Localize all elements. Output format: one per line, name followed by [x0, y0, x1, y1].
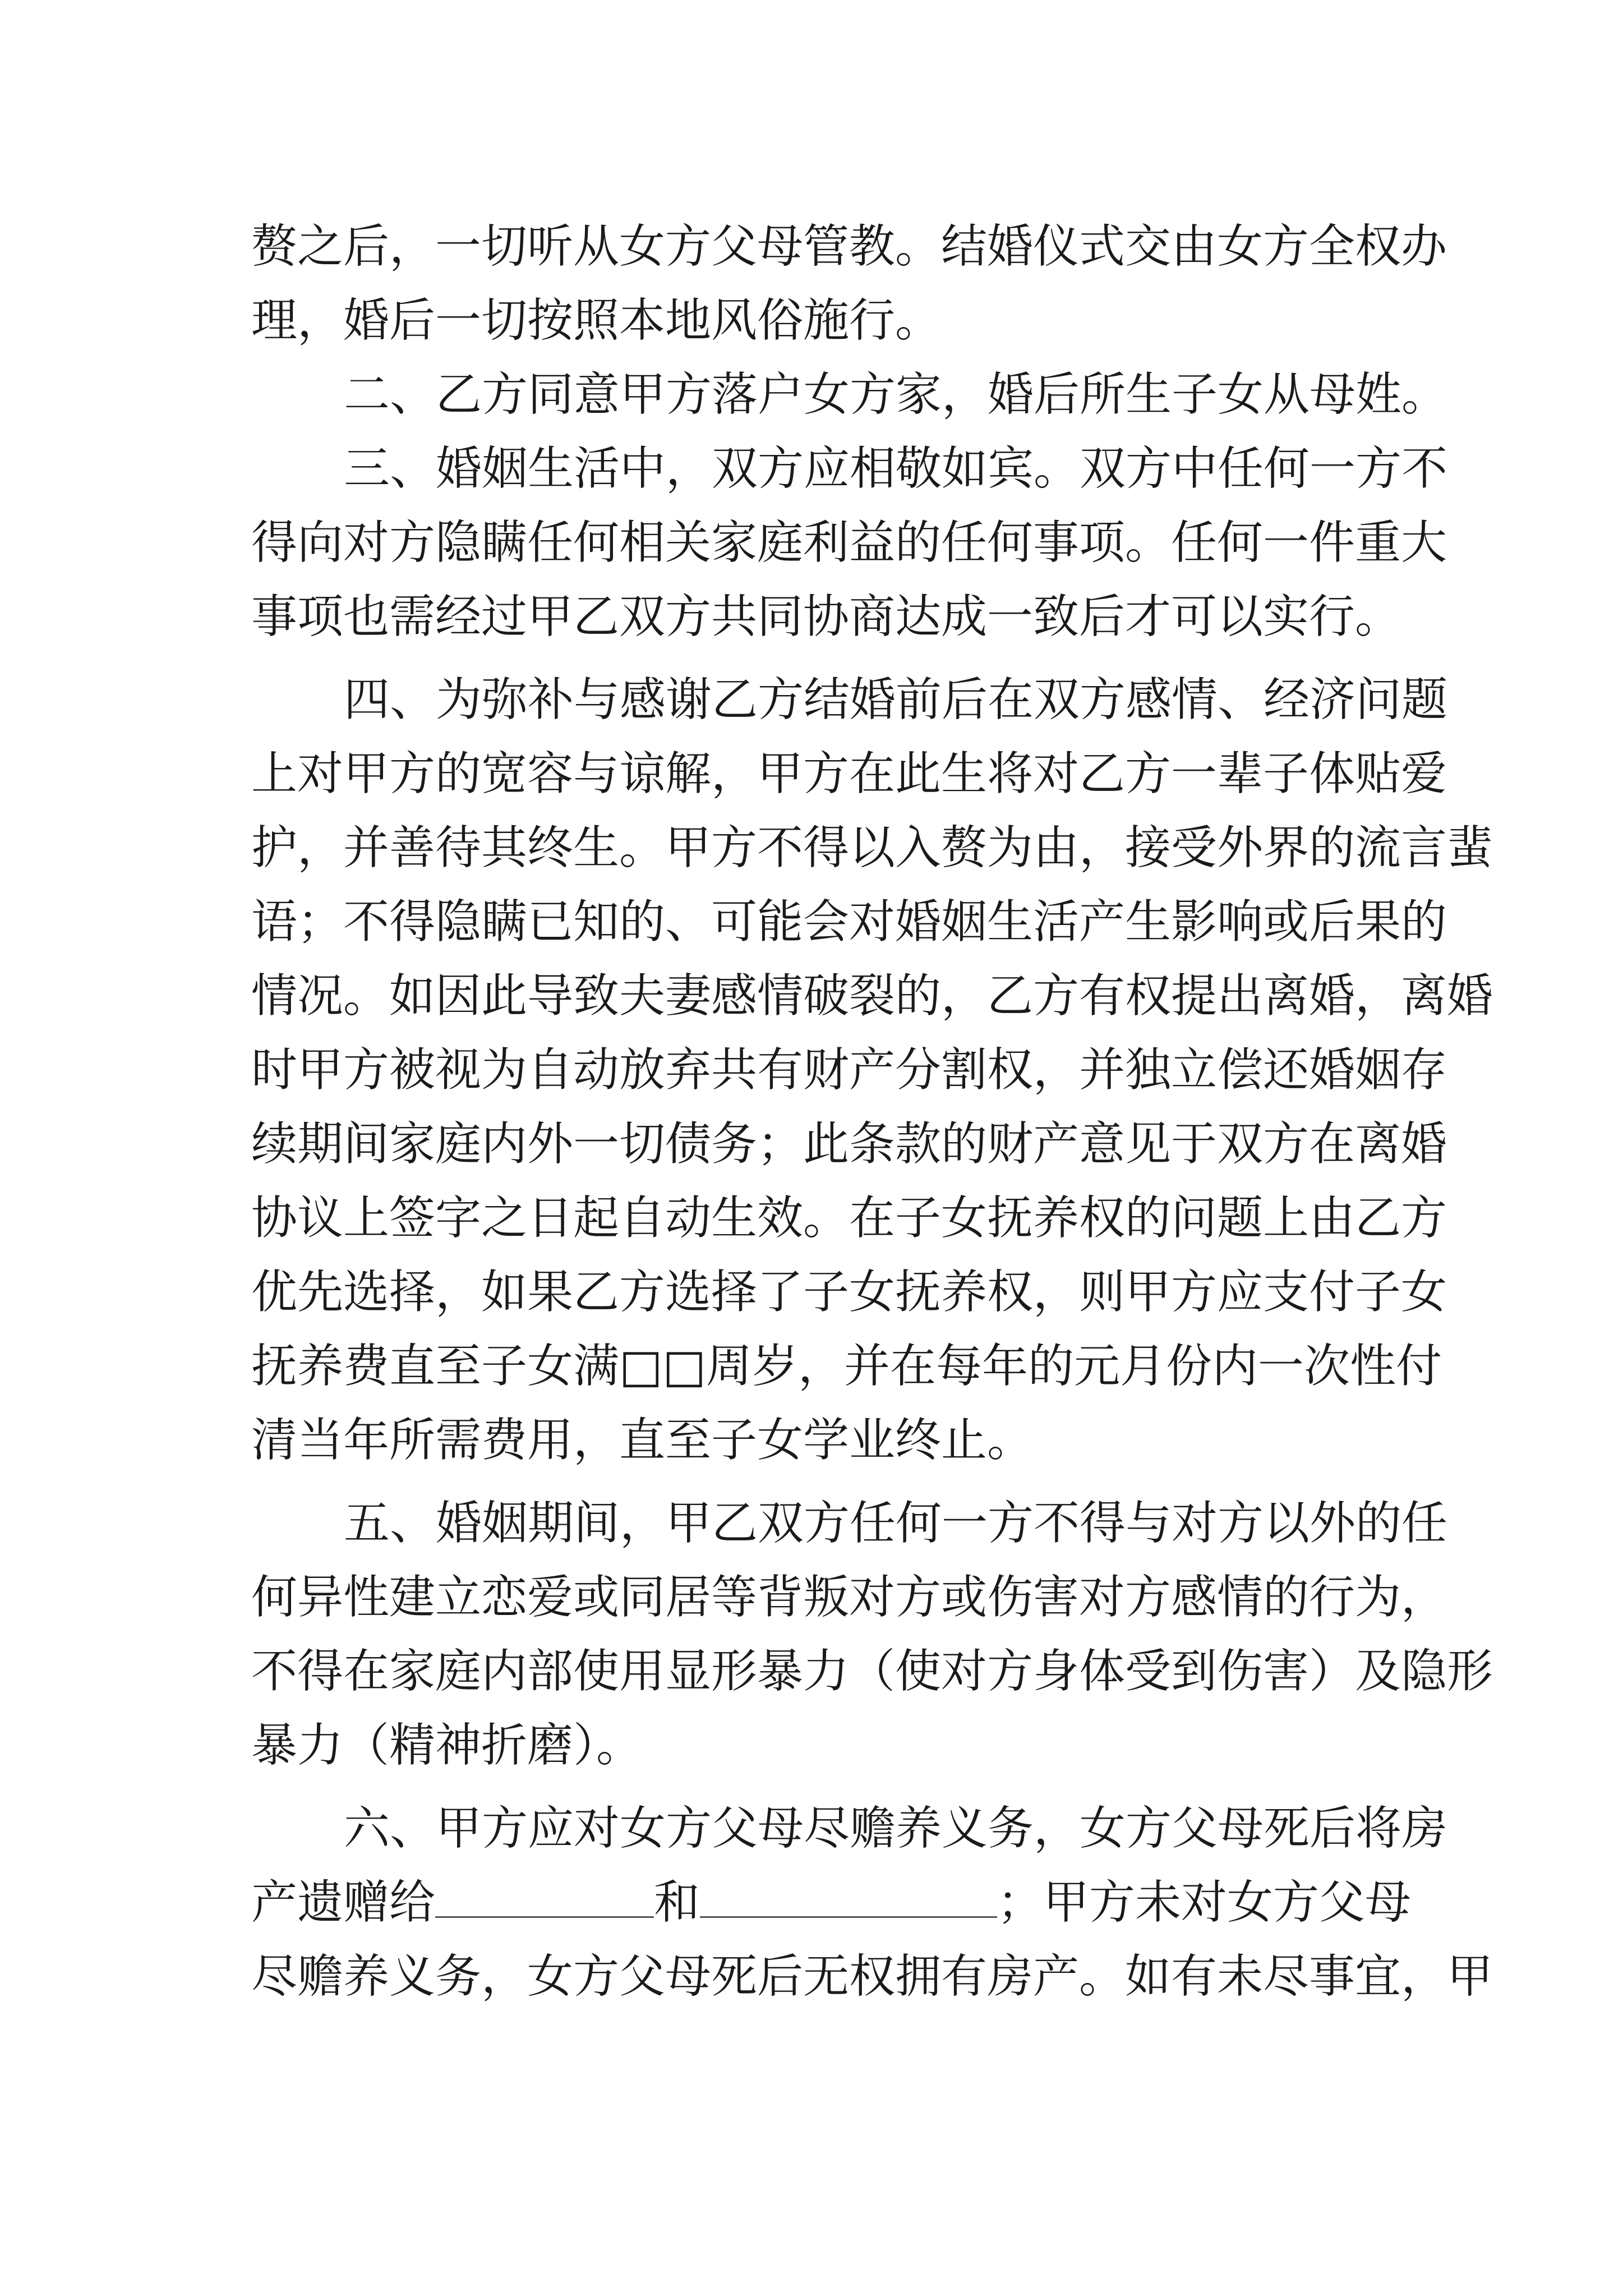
text-line: 续期间家庭内外一切债务；此条款的财产意见于双方在离婚	[251, 1117, 1447, 1171]
text-line: 理，婚后一切按照本地风俗施行。	[251, 294, 942, 347]
text-line: 时甲方被视为自动放弃共有财产分割权，并独立偿还婚姻存	[251, 1043, 1447, 1097]
text-segment: 和	[654, 1876, 700, 1929]
text-line: 清当年所需费用，直至子女学业终止。	[251, 1414, 1034, 1467]
text-line: 不得在家庭内部使用显形暴力（使对方身体受到伤害）及隐形	[251, 1645, 1493, 1698]
text-line: 尽赡养义务，女方父母死后无权拥有房产。如有未尽事宜，甲	[251, 1950, 1493, 2003]
text-line: 得向对方隐瞒任何相关家庭利益的任何事项。任何一件重大	[251, 516, 1447, 569]
paragraph-6-line: 六、甲方应对女方父母尽赡养义务，女方父母死后将房	[344, 1802, 1448, 1855]
blank-fill-line	[251, 1864, 1412, 1942]
text-line: 语；不得隐瞒已知的、可能会对婚姻生活产生影响或后果的	[251, 895, 1447, 949]
text-segment: ；甲方未对女方父母	[997, 1876, 1412, 1929]
paragraph-5-line: 五、婚姻期间，甲乙双方任何一方不得与对方以外的任	[344, 1497, 1448, 1550]
text-line: 抚养费直至子女满□□周岁，并在每年的元月份内一次性付	[251, 1340, 1442, 1393]
text-line: 暴力（精神折磨）。	[251, 1719, 643, 1772]
text-line: 何异性建立恋爱或同居等背叛对方或伤害对方感情的行为，	[251, 1571, 1447, 1624]
text-line: 护，并善待其终生。甲方不得以入赘为由，接受外界的流言蜚	[251, 821, 1493, 875]
fill-in-blank[interactable]	[700, 1877, 997, 1918]
text-line: 优先选择，如果乙方选择了子女抚养权，则甲方应支付子女	[251, 1266, 1447, 1319]
paragraph-4-line: 四、为弥补与感谢乙方结婚前后在双方感情、经济问题	[344, 673, 1448, 726]
text-segment: 产遗赠给	[251, 1876, 436, 1929]
text-line: 赘之后，一切听从女方父母管教。结婚仪式交由女方全权办	[251, 220, 1447, 273]
fill-in-blank[interactable]	[435, 1877, 654, 1918]
paragraph-2-line: 二、乙方同意甲方落户女方家，婚后所生子女从母姓。	[344, 368, 1448, 421]
text-line: 协议上签字之日起自动生效。在子女抚养权的问题上由乙方	[251, 1191, 1447, 1245]
text-line: 上对甲方的宽容与谅解，甲方在此生将对乙方一辈子体贴爱	[251, 747, 1447, 800]
paragraph-3-line: 三、婚姻生活中，双方应相敬如宾。双方中任何一方不	[344, 442, 1448, 495]
text-line: 事项也需经过甲乙双方共同协商达成一致后才可以实行。	[251, 590, 1401, 643]
text-line: 情况。如因此导致夫妻感情破裂的，乙方有权提出离婚，离婚	[251, 969, 1493, 1023]
